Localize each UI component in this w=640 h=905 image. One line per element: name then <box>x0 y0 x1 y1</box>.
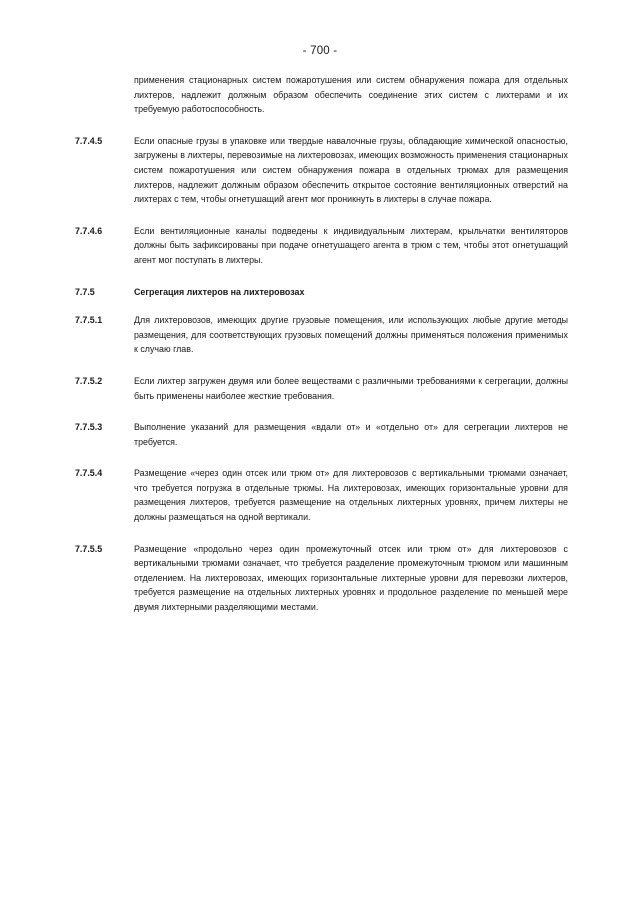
section-number: 7.7.5.3 <box>75 422 103 433</box>
section-number: 7.7.5.1 <box>75 315 103 326</box>
continuation-paragraph <box>75 73 568 117</box>
section-heading: Сегрегация лихтеров на лихтеровозах <box>134 286 305 297</box>
section-7-7-5-3 <box>75 420 568 449</box>
section-text: Размещение «продольно через один промежуточный отсек или трюм от» для лихтеровозов с вертикальными трюмами означает, что требуется разделение промежуточным трюмом или машинным отделением. На лихтеровозах, имеющих горизонтальные лихтерные уровни для перевозки лихтеров, требуется размещение на отдельных лихтерных уровнях и продольное разделение по меньшей мере двумя лихтерными разделяющими местами. <box>134 543 568 613</box>
section-text: Размещение «через один отсек или трюм от» для лихтеровозов с вертикальными трюмами означает, что требуется погрузка в отдельные трюмы. На лихтеровозах, имеющих горизонтальные уровни для размещения лихтеров, требуется размещение на отдельных лихтерных уровнях, причем лихтеры не должны размещаться на одной вертикали. <box>134 468 568 523</box>
section-7-7-5-1 <box>75 313 568 357</box>
section-7-7-5-heading <box>75 285 568 300</box>
section-number: 7.7.5.5 <box>75 543 103 554</box>
section-number: 7.7.5 <box>75 286 95 297</box>
document-body <box>75 73 568 615</box>
section-7-7-5-2 <box>75 374 568 403</box>
section-7-7-4-6 <box>75 224 568 268</box>
page-number: - 700 - <box>302 45 338 57</box>
section-text: Для лихтеровозов, имеющих другие грузовые помещения, или использующих любые другие методы размещения, для соответствующих грузовых помещений должны применяться положения применимых к случаю глав. <box>134 315 568 355</box>
section-text: Выполнение указаний для размещения «вдали от» и «отдельно от» для сегрегации лихтеров не требуется. <box>134 422 568 447</box>
section-number: 7.7.4.5 <box>75 135 103 146</box>
section-text: Если опасные грузы в упаковке или твердые навалочные грузы, обладающие химической опасностью, загружены в лихтеры, перевозимые на лихтеровозах, имеющих возможность применения стационарных систем пожаротушения или систем обнаружения пожара в отдельных трюмах для размещения лихтеров, надлежит должным образом обеспечить открытое состояние вентиляционных отверстий на лихтерах с тем, чтобы огнетушащий агент мог проникнуть в лихтеры в случае пожара. <box>134 135 568 205</box>
section-7-7-5-4 <box>75 466 568 524</box>
section-number: 7.7.4.6 <box>75 225 103 236</box>
section-number: 7.7.5.4 <box>75 468 103 479</box>
section-text: Если вентиляционные каналы подведены к индивидуальным лихтерам, крыльчатки вентиляторов должны быть зафиксированы при подаче огнетушащего агента в трюм с тем, чтобы этот огнетушащий агент мог поступать в лихтеры. <box>134 225 568 265</box>
section-text: применения стационарных систем пожаротушения или систем обнаружения пожара для отдельных лихтеров, надлежит должным образом обеспечить соединение этих систем с лихтерами и их требуемую работоспособность. <box>134 75 568 115</box>
section-text: Если лихтер загружен двумя или более веществами с различными требованиями к сегрегации, должны быть применены наиболее жесткие требования. <box>134 375 568 401</box>
section-7-7-4-5 <box>75 134 568 207</box>
section-7-7-5-5 <box>75 542 568 615</box>
section-number: 7.7.5.2 <box>75 375 103 386</box>
